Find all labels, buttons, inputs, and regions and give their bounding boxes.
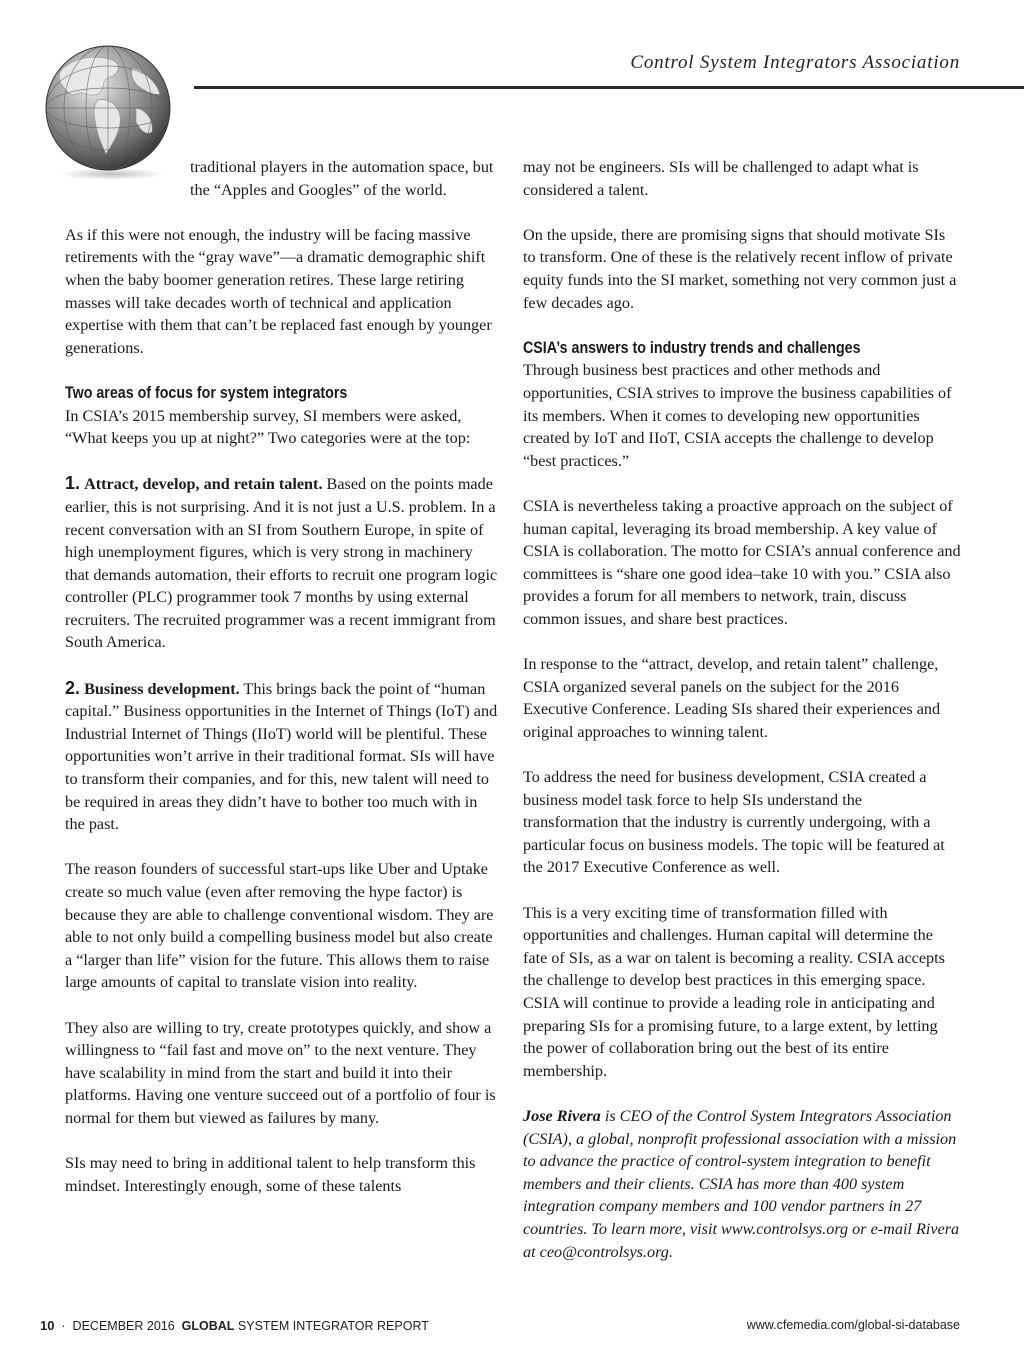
footer-left — [40, 1318, 429, 1333]
item-number: 1. — [65, 473, 81, 494]
paragraph: traditional players in the automation space, but the “Apples and Googles” of the world. — [190, 158, 494, 199]
header-divider — [194, 86, 1024, 89]
footer-separator: · — [61, 1319, 66, 1333]
item-body: This brings back the point of “human capital.” Business opportunities in the Internet of Things (IoT) and Industrial Internet of Things (IIoT) world will be plentiful. These opportunities won’t arrive in their traditional format. SIs will have to transform their companies, and for this, new talent will need to be required in areas they didn’t have to bother too much with in the past. — [65, 679, 498, 834]
right-column — [523, 156, 961, 1286]
paragraph: This is a very exciting time of transformation filled with opportunities and challenges. Human capital will determine the fate of SIs, as a war on talent is becoming a reality. CSIA accepts the challenge to develop best practices in this emerging space. CSIA will continue to provide a leading role in anticipating and preparing SIs for a promising future, to a large extent, by letting the power of collaboration bring out the best of its entire membership. — [523, 903, 945, 1080]
paragraph: To address the need for business development, CSIA created a business model task force to help SIs understand the transformation that the industry is currently undergoing, with a particular focus on business models. The topic will be featured at the 2017 Executive Conference as well. — [523, 768, 945, 877]
numbered-item — [65, 677, 501, 836]
paragraph: SIs may need to bring in additional talent to help transform this mindset. Interestingly enough, some of these talents — [65, 1154, 476, 1195]
author-bio-text: is CEO of the Control System Integrators Association (CSIA), a global, nonprofit professional association with a mission to advance the practice of control-system integration to benefit members and their clients. CSIA has more than 400 system integration company members and 100 vendor partners in 27 countries. To learn more, visit www.controlsys.org or e-mail Rivera at ceo@controlsys.org. — [523, 1106, 960, 1261]
paragraph: In response to the “attract, develop, and retain talent” challenge, CSIA organized several panels on the subject for the 2016 Executive Conference. Leading SIs shared their experiences and original approaches to winning talent. — [523, 655, 941, 741]
numbered-item — [65, 472, 501, 654]
paragraph: As if this were not enough, the industry will be facing massive retirements with the “gray wave”—a dramatic demographic shift when the baby boomer generation retires. These large retiring masses will take decades worth of technical and application expertise with them that can’t be replaced fast enough by younger generations. — [65, 225, 492, 357]
paragraph: The reason founders of successful start-ups like Uber and Uptake create so much value (even after removing the hype factor) is because they are able to challenge conventional wisdom. They are able to not only build a compelling business model but also create a “larger than life” vision for the future. This allows them to raise large amounts of capital to translate vision into reality. — [65, 860, 494, 992]
publication-name-bold: GLOBAL — [181, 1319, 235, 1333]
paragraph: CSIA is nevertheless taking a proactive approach on the subject of human capital, leveraging its broad membership. A key value of CSIA is collaboration. The motto for CSIA’s annual conference and committees is “share one good idea–take 10 with you.” CSIA also provides a forum for all members to network, train, discuss common issues, and share best practices. — [523, 496, 961, 628]
footer-url[interactable]: www.cfemedia.com/global-si-database — [746, 1318, 960, 1332]
paragraph: On the upside, there are promising signs that should motivate SIs to transform. One of these is the relatively recent inflow of private equity funds into the SI market, something not very common just a few decades ago. — [523, 225, 957, 312]
paragraph: Through business best practices and other methods and opportunities, CSIA strives to improve the business capabilities of its members. When it comes to developing new opportunities created by IoT and IIoT, CSIA accepts the challenge to develop “best practices.” — [523, 361, 952, 470]
publication-name: SYSTEM INTEGRATOR REPORT — [237, 1319, 429, 1333]
author-name: Jose Rivera — [523, 1106, 601, 1125]
issue-date: DECEMBER 2016 — [72, 1319, 175, 1333]
item-number: 2. — [65, 677, 81, 698]
item-heading: Business development. — [84, 679, 240, 698]
left-column — [65, 156, 501, 1220]
item-body: Based on the points made earlier, this is not surprising. And it is not just a U.S. problem. In a recent conversation with an SI from Southern Europe, in spite of high unemployment figures, which is very strong in machinery that demands automation, their efforts to recruit one program logic controller (PLC) programmer took 7 months by using external recruiters. The recruited programmer was a recent immigrant from South America. — [65, 475, 498, 652]
item-heading: Attract, develop, and retain talent. — [84, 475, 323, 494]
paragraph: may not be engineers. SIs will be challenged to adapt what is considered a talent. — [523, 158, 919, 199]
section-heading: CSIA’s answers to industry trends and challenges — [523, 338, 861, 357]
page-number: 10 — [40, 1318, 55, 1333]
paragraph: In CSIA’s 2015 membership survey, SI members were asked, “What keeps you up at night?” Two categories were at the top: — [65, 406, 471, 448]
section-heading: Two areas of focus for system integrators — [65, 383, 348, 402]
publication-header: Control System Integrators Association — [630, 52, 960, 73]
paragraph: They also are willing to try, create prototypes quickly, and show a willingness to “fail fast and move on” to the next venture. They have scalability in mind from the start and build it into their platforms. Having one venture succeed out of a portfolio of four is normal for them but viewed as failures by many. — [65, 1018, 496, 1127]
author-bio — [523, 1105, 961, 1263]
